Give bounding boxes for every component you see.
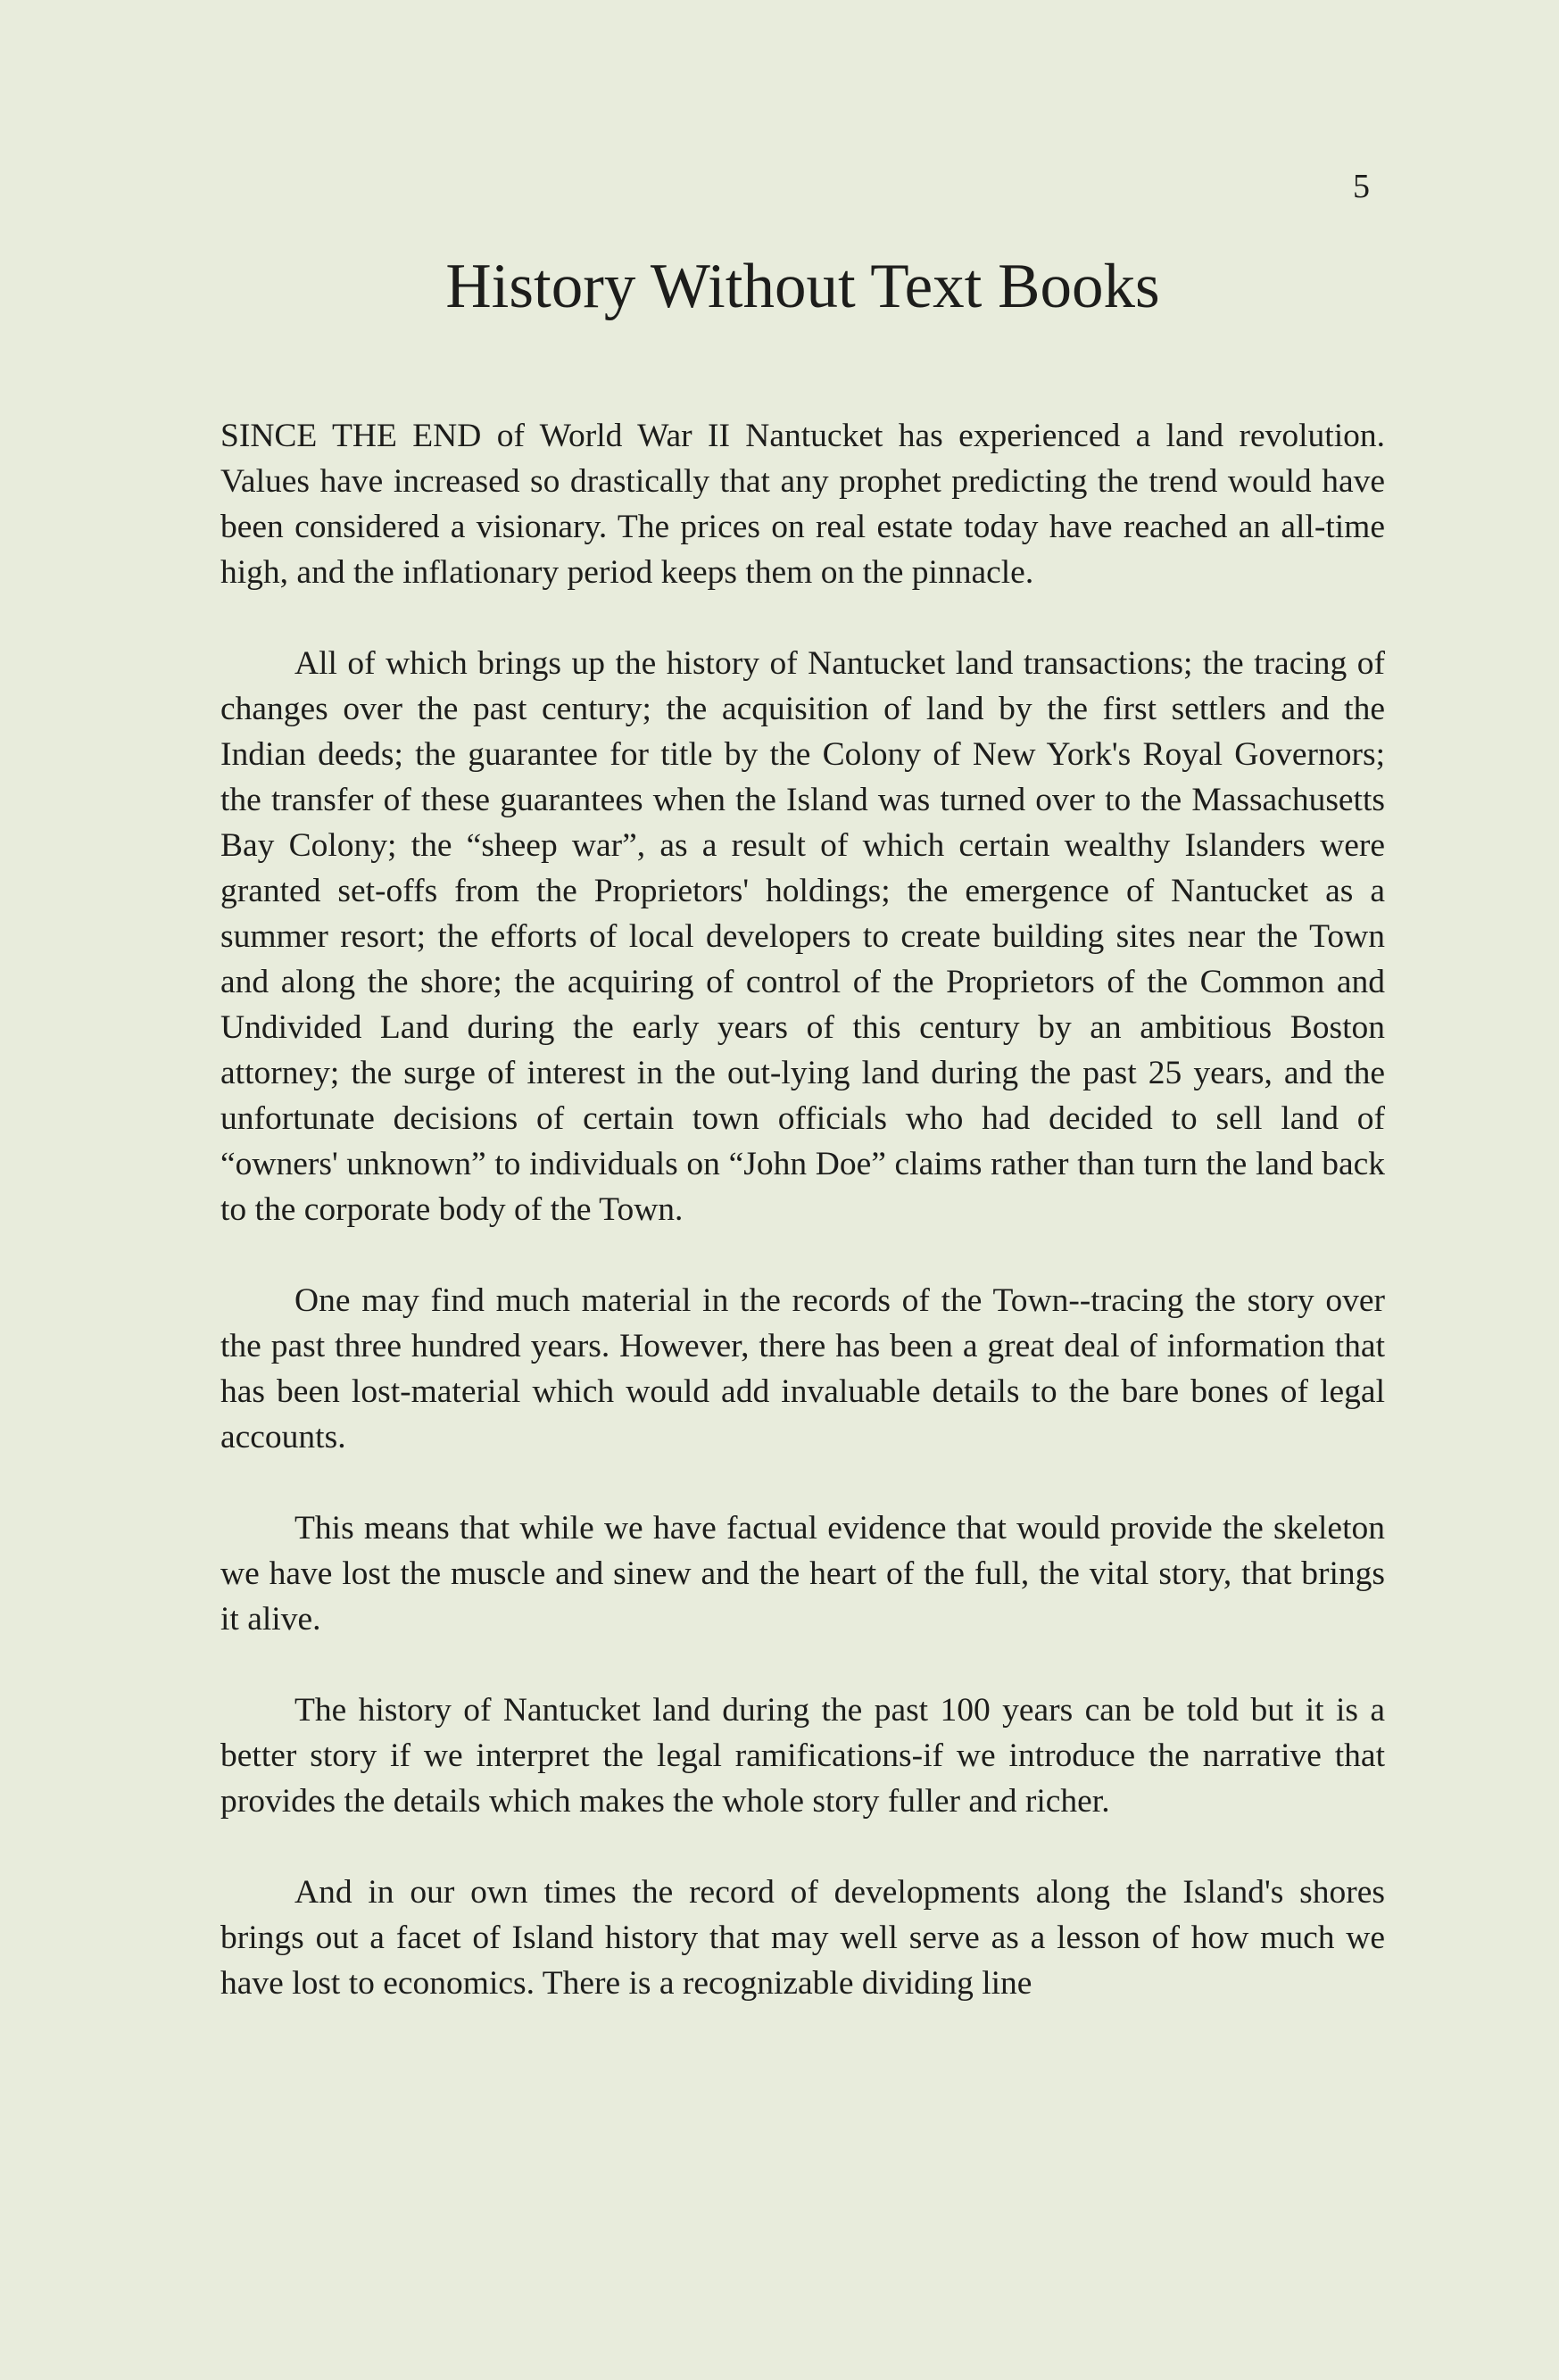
page-number: 5 xyxy=(1353,168,1370,205)
paragraph-5: The history of Nantucket land during the past 100 years can be told but it is a better story if we interpret the legal ramifications-if we introduce the narrative that provides the details which makes the whole story fuller and richer. xyxy=(220,1692,1385,1820)
paragraph-1: SINCE THE END of World War II Nantucket has experienced a land revolution. Values have increased so drastically that any prophet predicting the trend would have been considered a visionary. The prices on real estate today have reached an all-time high, and the inflationary period keeps them on the pinnacle. xyxy=(220,418,1385,591)
paragraph-2: All of which brings up the history of Nantucket land transactions; the tracing of changes over the past century; the acquisition of land by the first settlers and the Indian deeds; the guarantee for title by the Colony of New York's Royal Governors; the transfer of these guarantees when the Island was turned over to the Massachusetts Bay Colony; the “sheep war”, as a result of which certain wealthy Islanders were granted set-offs from the Proprietors' holdings; the emergence of Nantucket as a summer resort; the efforts of local developers to create building sites near the Town and along the shore; the acquiring of control of the Proprietors of the Common and Undivided Land during the early years of this century by an ambitious Boston attorney; the surge of interest in the out-lying land during the past 25 years, and the unfortunate decisions of certain town officials who had decided to sell land of “owners' unknown” to individuals on “John Doe” claims rather than turn the land back to the corporate body of the Town. xyxy=(220,645,1385,1228)
page-title: History Without Text Books xyxy=(445,252,1160,321)
paragraph-3: One may find much material in the records of the Town--tracing the story over the past three hundred years. However, there has been a great deal of information that has been lost-material which would add invaluable details to the bare bones of legal accounts. xyxy=(220,1282,1385,1455)
body-text xyxy=(220,413,1385,2006)
paragraph-6: And in our own times the record of developments along the Island's shores brings out a facet of Island history that may well serve as a lesson of how much we have lost to economics. There is a recognizable dividing line xyxy=(220,1874,1385,2002)
paragraph-4: This means that while we have factual evidence that would provide the skeleton we have lost the muscle and sinew and the heart of the full, the vital story, that brings it alive. xyxy=(220,1510,1385,1638)
